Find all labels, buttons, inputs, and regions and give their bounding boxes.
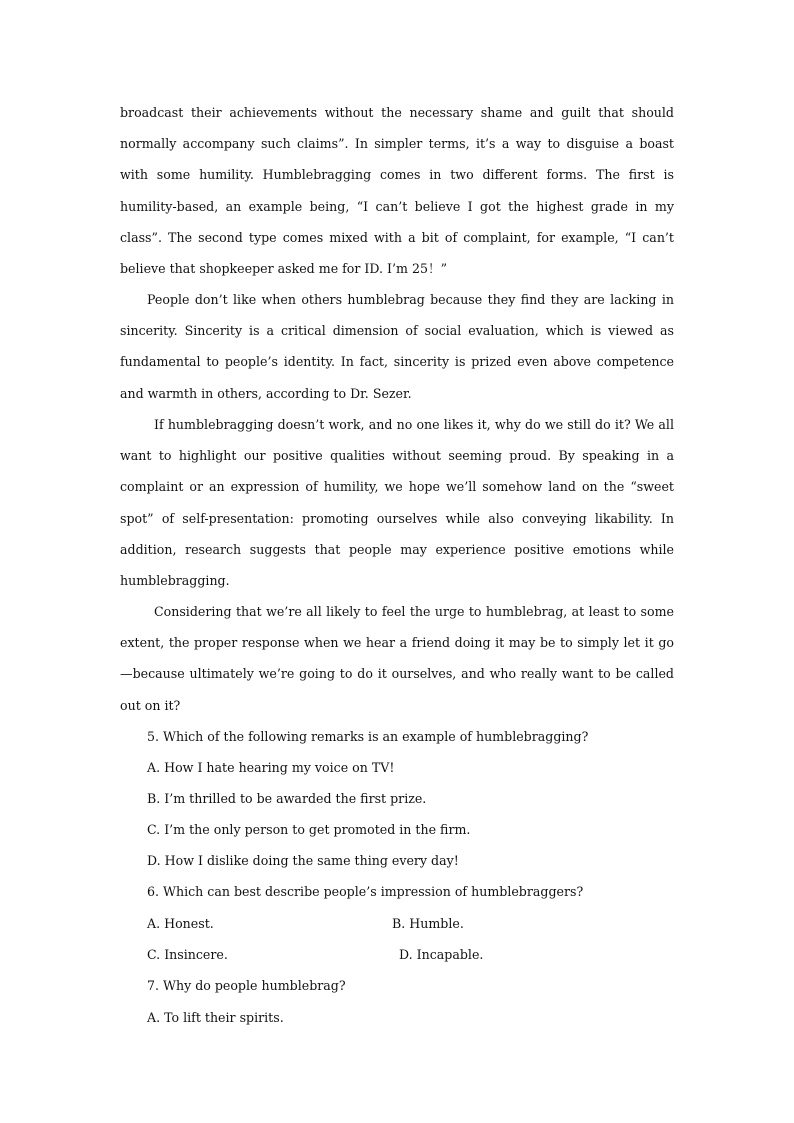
question-6-option-d: D. Incapable.: [399, 947, 484, 962]
question-6-option-c: C. Insincere.: [147, 947, 228, 962]
question-5-stem: 5. Which of the following remarks is an example of humblebragging?: [147, 729, 589, 744]
paragraph-1: broadcast their achievements without the necessary shame and guilt that should normally accompany such claims”. In simpler terms, it’s a way to disguise a boast with some humility. Humblebragging comes in two different forms. The first is humility-based, an example being, “I can’t believe I got the highest grade in my class”. The second type comes mixed with a bit of complaint, for example, “I can’t believe that shopkeeper asked me for ID. I’m 25！”: [120, 105, 674, 277]
question-6-option-a: A. Honest.: [147, 916, 214, 931]
paragraph-3: If humblebragging doesn’t work, and no one likes it, why do we still do it? We all want to highlight our positive qualities without seeming proud. By speaking in a complaint or an expression of humility, we hope we’ll somehow land on the “sweet spot” of self-presentation: promoting ourselves while also conveying likability. In addition, research suggests that people may experience positive emotions while humblebragging.: [120, 417, 674, 589]
question-6-stem: 6. Which can best describe people’s impression of humblebraggers?: [147, 884, 584, 899]
paragraph-2: People don’t like when others humblebrag because they find they are lacking in sincerity. Sincerity is a critical dimension of social evaluation, which is viewed as fundamental to people’s identity. In fact, sincerity is prized even above competence and warmth in others, according to Dr. Sezer.: [120, 292, 674, 401]
question-7-stem: 7. Why do people humblebrag?: [147, 978, 346, 993]
question-5-option-a: A. How I hate hearing my voice on TV!: [147, 760, 395, 775]
question-5-option-c: C. I’m the only person to get promoted in the firm.: [147, 822, 471, 837]
paragraph-4: Considering that we’re all likely to feel the urge to humblebrag, at least to some extent, the proper response when we hear a friend doing it may be to simply let it go—because ultimately we’re going to do it ourselves, and who really want to be called out on it?: [120, 604, 674, 713]
question-7-option-a: A. To lift their spirits.: [147, 1010, 284, 1025]
question-5-option-d: D. How I dislike doing the same thing every day!: [147, 853, 459, 868]
question-5-option-b: B. I’m thrilled to be awarded the first prize.: [147, 791, 427, 806]
question-6-option-b: B. Humble.: [392, 916, 464, 931]
